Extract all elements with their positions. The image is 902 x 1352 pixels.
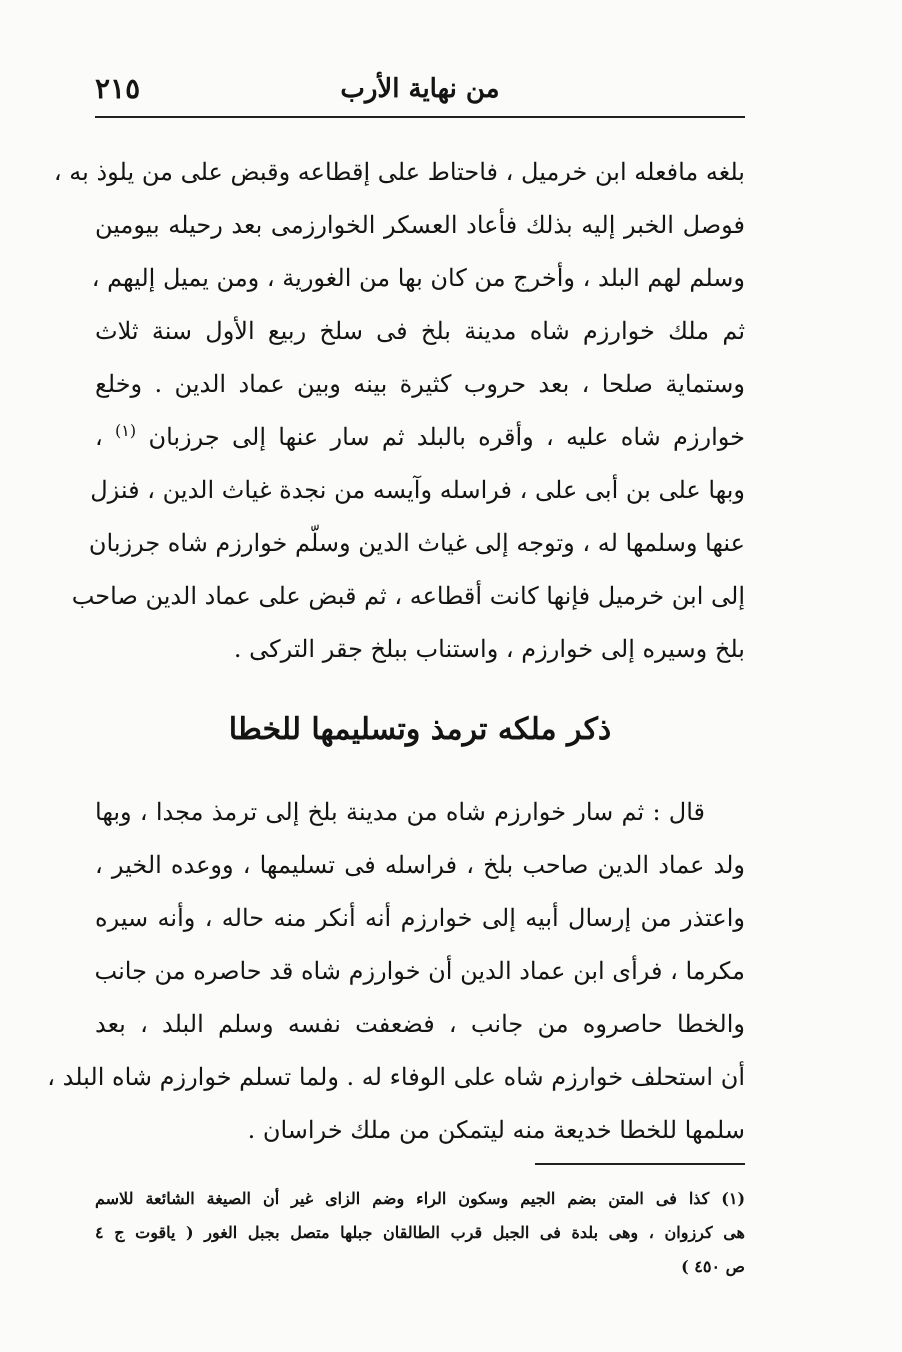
running-title: من نهاية الأرب [340, 74, 500, 104]
footnote-marker: (١) [115, 421, 137, 440]
text-line: وستماية صلحا ، بعد حروب كثيرة بينه وبين عماد الدين . وخلع [95, 370, 745, 398]
text-line: وسلم لهم البلد ، وأخرج من كان بها من الغورية ، ومن يميل إليهم ، [91, 264, 745, 292]
text-line: وبها على بن أبى على ، فراسله وآيسه من نجدة غياث الدين ، فنزل [90, 476, 745, 504]
text-line: مكرما ، فرأى ابن عماد الدين أن خوارزم شاه قد حاصره من جانب [94, 957, 745, 985]
page-number: ٢١٥ [95, 72, 141, 105]
footnote-line: (١) كذا فى المتن بضم الجيم وسكون الراء وضم الزاى غير أن الصيغة الشائعة للاسم [95, 1189, 746, 1208]
text-line: إلى ابن خرميل فإنها كانت أقطاعه ، ثم قبض على عماد الدين صاحب [71, 582, 745, 610]
text-line: عنها وسلمها له ، وتوجه إلى غياث الدين وسلّم خوارزم شاه جرزبان [88, 529, 745, 557]
line-tail-comma: ، [95, 423, 103, 451]
footnote-line: هى كرزوان ، وهى بلدة فى الجبل قرب الطالقان جبلها متصل بجبل الغور ( ياقوت ج ٤ [95, 1223, 745, 1242]
text-line-content: خوارزم شاه عليه ، وأقره بالبلد ثم سار عنها إلى جرزبان [148, 423, 745, 451]
text-line: قال : ثم سار خوارزم شاه من مدينة بلخ إلى ترمذ مجدا ، وبها [95, 798, 705, 826]
footnote-separator [535, 1163, 745, 1165]
footnote-line: ص ٤٥٠ ) [681, 1257, 745, 1276]
text-line-with-footnote [95, 411, 745, 464]
text-line: ولد عماد الدين صاحب بلخ ، فراسله فى تسليمها ، ووعده الخير ، [95, 851, 745, 879]
text-line: واعتذر من إرسال أبيه إلى خوارزم أنه أنكر منه حاله ، وأنه سيره [95, 904, 745, 932]
text-line: فوصل الخبر إليه بذلك فأعاد العسكر الخوارزمى بعد رحيله بيومين [95, 211, 745, 239]
footnote [95, 1182, 745, 1284]
text-line: والخطا حاصروه من جانب ، فضعفت نفسه وسلم البلد ، بعد [95, 1010, 745, 1038]
text-line: أن استحلف خوارزم شاه على الوفاء له . ولما تسلم خوارزم شاه البلد ، [47, 1063, 745, 1091]
section-heading: ذكر ملكه ترمذ وتسليمها للخطا [228, 712, 612, 747]
paragraph-2 [47, 786, 745, 1157]
text-line: ثم ملك خوارزم شاه مدينة بلخ فى سلخ ربيع الأول سنة ثلاث [95, 317, 745, 345]
text-line: بلخ وسيره إلى خوارزم ، واستناب ببلخ جقر التركى . [233, 635, 745, 663]
page-header [95, 66, 745, 118]
text-line: سلمها للخطا خديعة منه ليتمكن من ملك خراسان . [247, 1116, 745, 1144]
text-line: بلغه مافعله ابن خرميل ، فاحتاط على إقطاعه وقبض على من يلوذ به ، [53, 158, 745, 186]
paragraph-1 [53, 146, 745, 676]
